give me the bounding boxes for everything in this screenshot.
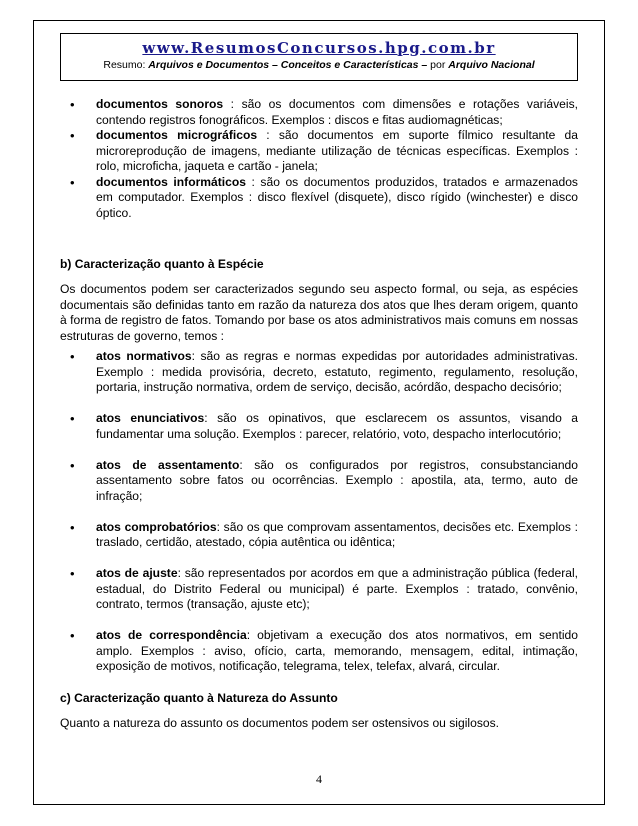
list-item-term: documentos informáticos (96, 174, 246, 189)
list-item-term: atos enunciativos (96, 411, 205, 425)
list-item-text: : são documentos em suporte fílmico resultante da microreprodução de imagens, mediante utilização de técnicas específicas. Exemplos : rolo, microficha, jaqueta e cartão - janela; (96, 128, 578, 173)
list-item (60, 458, 578, 505)
document-author: Arquivo Nacional (448, 59, 535, 71)
list-item (60, 628, 578, 675)
list-item (60, 97, 578, 128)
list-item-text: : são os configurados por registros, consubstanciando assentamento sobre fatos ou ocorrências. Exemplo : apostila, ata, termo, auto de infração; (96, 457, 579, 503)
page-number: 4 (316, 772, 322, 786)
list-item-text: : são os documentos com dimensões e rotações variáveis, contendo registros fonográficos. Exemplos : discos e fitas audiomagnéticas; (96, 97, 578, 127)
list-item (60, 128, 578, 175)
list-item-term: atos de ajuste (96, 566, 178, 580)
list-item-term: atos comprobatórios (96, 519, 217, 534)
document-header (60, 33, 578, 81)
list-item-text: : são representados por acordos em que a administração pública (federal, estadual, do Distrito Federal ou municipal) é parte. Exemplos : tratado, convênio, contrato, termos (transação, ajuste etc); (96, 566, 578, 611)
list-item (60, 566, 578, 613)
section-heading-especie: b) Caracterização quanto à Espécie (60, 257, 264, 271)
list-item-text: : objetivam a execução dos atos normativos, em sentido amplo. Exemplos : aviso, ofício, carta, memorando, mensagem, edital, intimação, exposição de motivos, notificação, telegrama, telex, telefax, alvará, circular. (96, 628, 578, 673)
section-paragraph-natureza: Quanto a natureza do assunto os documentos podem ser ostensivos ou sigilosos. (60, 716, 499, 730)
section-heading-natureza: c) Caracterização quanto à Natureza do Assunto (60, 691, 338, 705)
list-item (60, 411, 578, 442)
document-types-list (60, 97, 578, 221)
list-item-term: atos de correspondência (96, 628, 247, 642)
list-item-text: : são os documentos produzidos, tratados e armazenados em computador. Exemplos : disco flexível (disquete), disco rígido (winchester) e disco óptico. (96, 174, 578, 220)
species-list (60, 349, 578, 690)
section-paragraph-especie: Os documentos podem ser caracterizados segundo seu aspecto formal, ou seja, as espécies documentais são definidas tanto em razão da natureza dos atos que lhes deram origem, quanto à forma de registro de fatos. Tomando por base os atos administrativos mais comuns em nossas estruturas de governo, temos : (60, 282, 578, 343)
list-item-text: : são os que comprovam assentamentos, decisões etc. Exemplos : traslado, certidão, atestado, cópia autêntica ou idêntica; (96, 519, 578, 549)
list-item (60, 520, 578, 551)
list-item (60, 349, 578, 396)
list-item-term: atos de assentamento (96, 457, 240, 472)
list-item-text: : são as regras e normas expedidas por autoridades administrativas. Exemplo : medida provisória, decreto, estatuto, regimento, regulamento, resolução, portaria, instrução normativa, ordem de serviço, decisão, acórdão, despacho decisório; (96, 349, 578, 394)
site-url[interactable]: www.ResumosConcursos.hpg.com.br (142, 39, 496, 57)
list-item-term: atos normativos (96, 349, 192, 363)
list-item-term: documentos micrográficos (96, 128, 258, 142)
list-item-term: documentos sonoros (96, 97, 224, 111)
list-item (60, 175, 578, 222)
document-title: Arquivos e Documentos – Conceitos e Características – (148, 59, 428, 71)
header-meta (61, 59, 577, 71)
por-label: por (430, 59, 446, 71)
list-item-text: : são os opinativos, que esclarecem os assuntos, visando a fundamentar uma solução. Exemplos : parecer, relatório, voto, despacho interlocutório; (96, 411, 578, 441)
resumo-label: Resumo: (103, 59, 146, 71)
